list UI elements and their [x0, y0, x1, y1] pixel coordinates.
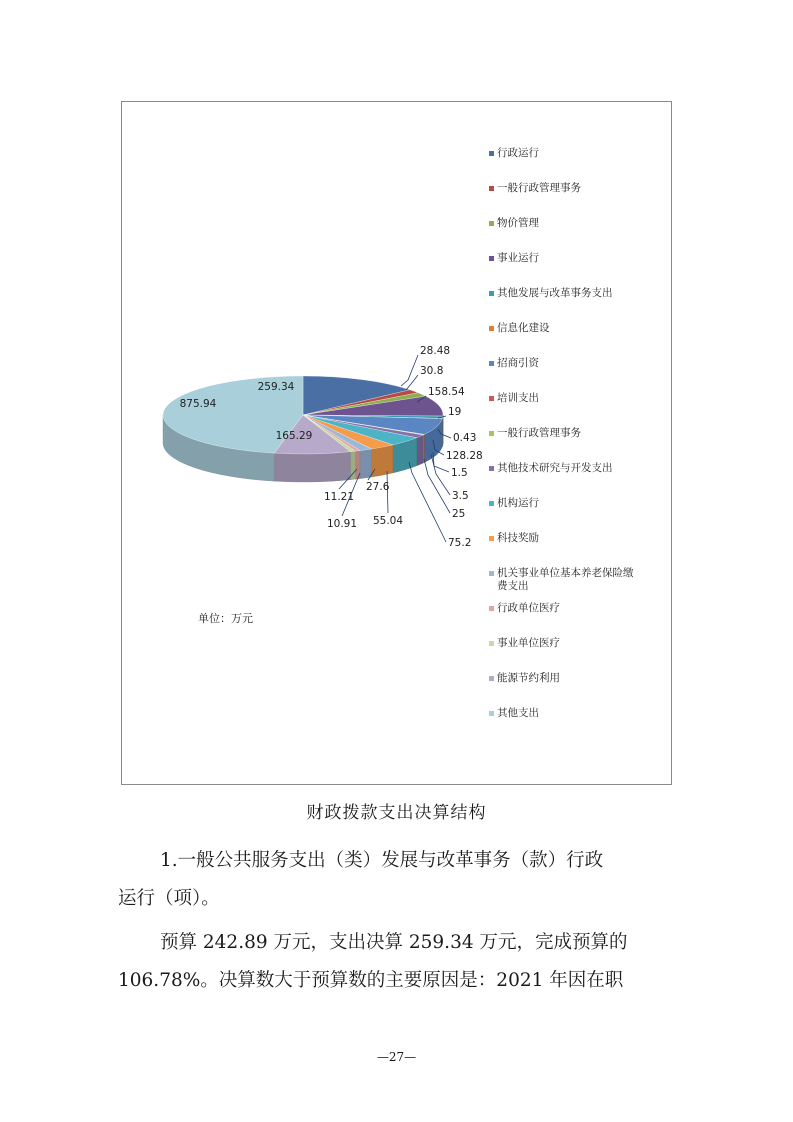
data-label-4: 19 [448, 406, 462, 418]
data-label-0: 259.34 [257, 381, 295, 393]
legend-swatch-6 [489, 361, 494, 366]
legend-swatch-15 [489, 676, 494, 681]
legend-label-5: 信息化建设 [497, 322, 550, 334]
data-label-1: 28.48 [420, 345, 451, 357]
pie-side-12 [360, 449, 372, 479]
legend-swatch-3 [489, 256, 494, 261]
data-label-2: 30.8 [420, 365, 444, 377]
legend-swatch-0 [489, 151, 494, 156]
legend-swatch-8 [489, 431, 494, 436]
legend-label-11: 科技奖励 [497, 532, 539, 544]
data-label-16: 875.94 [179, 398, 217, 410]
legend-label-1: 一般行政管理事务 [497, 182, 581, 194]
legend-swatch-10 [489, 501, 494, 506]
legend-swatch-12 [489, 571, 494, 576]
legend-label-16: 其他支出 [497, 707, 539, 719]
data-label-13: 10.91 [326, 518, 358, 530]
legend-label-6: 招商引资 [497, 357, 539, 369]
paragraph-body-line2: 106.78%。决算数大于预算数的主要原因是：2021 年因在职 [118, 970, 624, 991]
data-label-8: 3.5 [452, 490, 469, 502]
pie-side-9 [417, 435, 423, 466]
legend-swatch-5 [489, 326, 494, 331]
pie-chart [122, 102, 673, 786]
page-number: —27— [376, 1050, 417, 1064]
data-label-6: 128.28 [446, 450, 483, 462]
pie-side-11 [372, 445, 393, 477]
legend-label-3: 事业运行 [497, 252, 539, 264]
pie-side-15 [274, 452, 350, 482]
paragraph-heading [118, 842, 678, 918]
legend-swatch-14 [489, 641, 494, 646]
legend-label-0: 行政运行 [497, 147, 539, 159]
data-label-3: 158.54 [428, 386, 465, 398]
paragraph-heading-line1: 1.一般公共服务支出（类）发展与改革事务（款）行政 [160, 850, 604, 871]
data-label-7: 1.5 [451, 467, 468, 479]
legend-swatch-1 [489, 186, 494, 191]
data-label-11: 55.04 [372, 515, 404, 527]
legend-label-8: 一般行政管理事务 [497, 427, 581, 439]
legend-label-4: 其他发展与改革事务支出 [497, 287, 613, 299]
legend-swatch-16 [489, 711, 494, 716]
legend-swatch-2 [489, 221, 494, 226]
data-label-9: 25 [452, 508, 466, 520]
legend-label-7: 培训支出 [497, 392, 539, 404]
legend-label-13: 行政单位医疗 [497, 602, 560, 614]
legend-swatch-11 [489, 536, 494, 541]
legend-label-9: 其他技术研究与开发支出 [497, 462, 613, 474]
chart-frame [121, 101, 672, 785]
data-label-12: 27.6 [366, 481, 390, 493]
legend-label-10: 机构运行 [497, 497, 539, 509]
chart-caption: 财政拨款支出决算结构 [306, 803, 487, 823]
leader-line-1 [401, 355, 418, 386]
legend-swatch-4 [489, 291, 494, 296]
data-label-5: 0.43 [453, 432, 477, 444]
data-label-10: 75.2 [448, 537, 472, 549]
unit-label: 单位：万元 [198, 612, 253, 625]
legend-label-12: 机关事业单位基本养老保险缴费支出 [497, 567, 634, 592]
leader-line-2 [406, 375, 418, 390]
legend-swatch-13 [489, 606, 494, 611]
legend-swatch-9 [489, 466, 494, 471]
legend-label-15: 能源节约利用 [497, 672, 560, 684]
paragraph-body [118, 924, 678, 1000]
legend-label-14: 事业单位医疗 [497, 637, 560, 649]
legend-swatch-7 [489, 396, 494, 401]
data-label-14: 11.21 [323, 491, 355, 503]
paragraph-heading-line2: 运行（项）。 [118, 888, 220, 909]
legend-label-2: 物价管理 [497, 217, 539, 229]
data-label-15: 165.29 [275, 430, 313, 442]
paragraph-body-line1: 预算 242.89 万元，支出决算 259.34 万元，完成预算的 [160, 932, 628, 953]
